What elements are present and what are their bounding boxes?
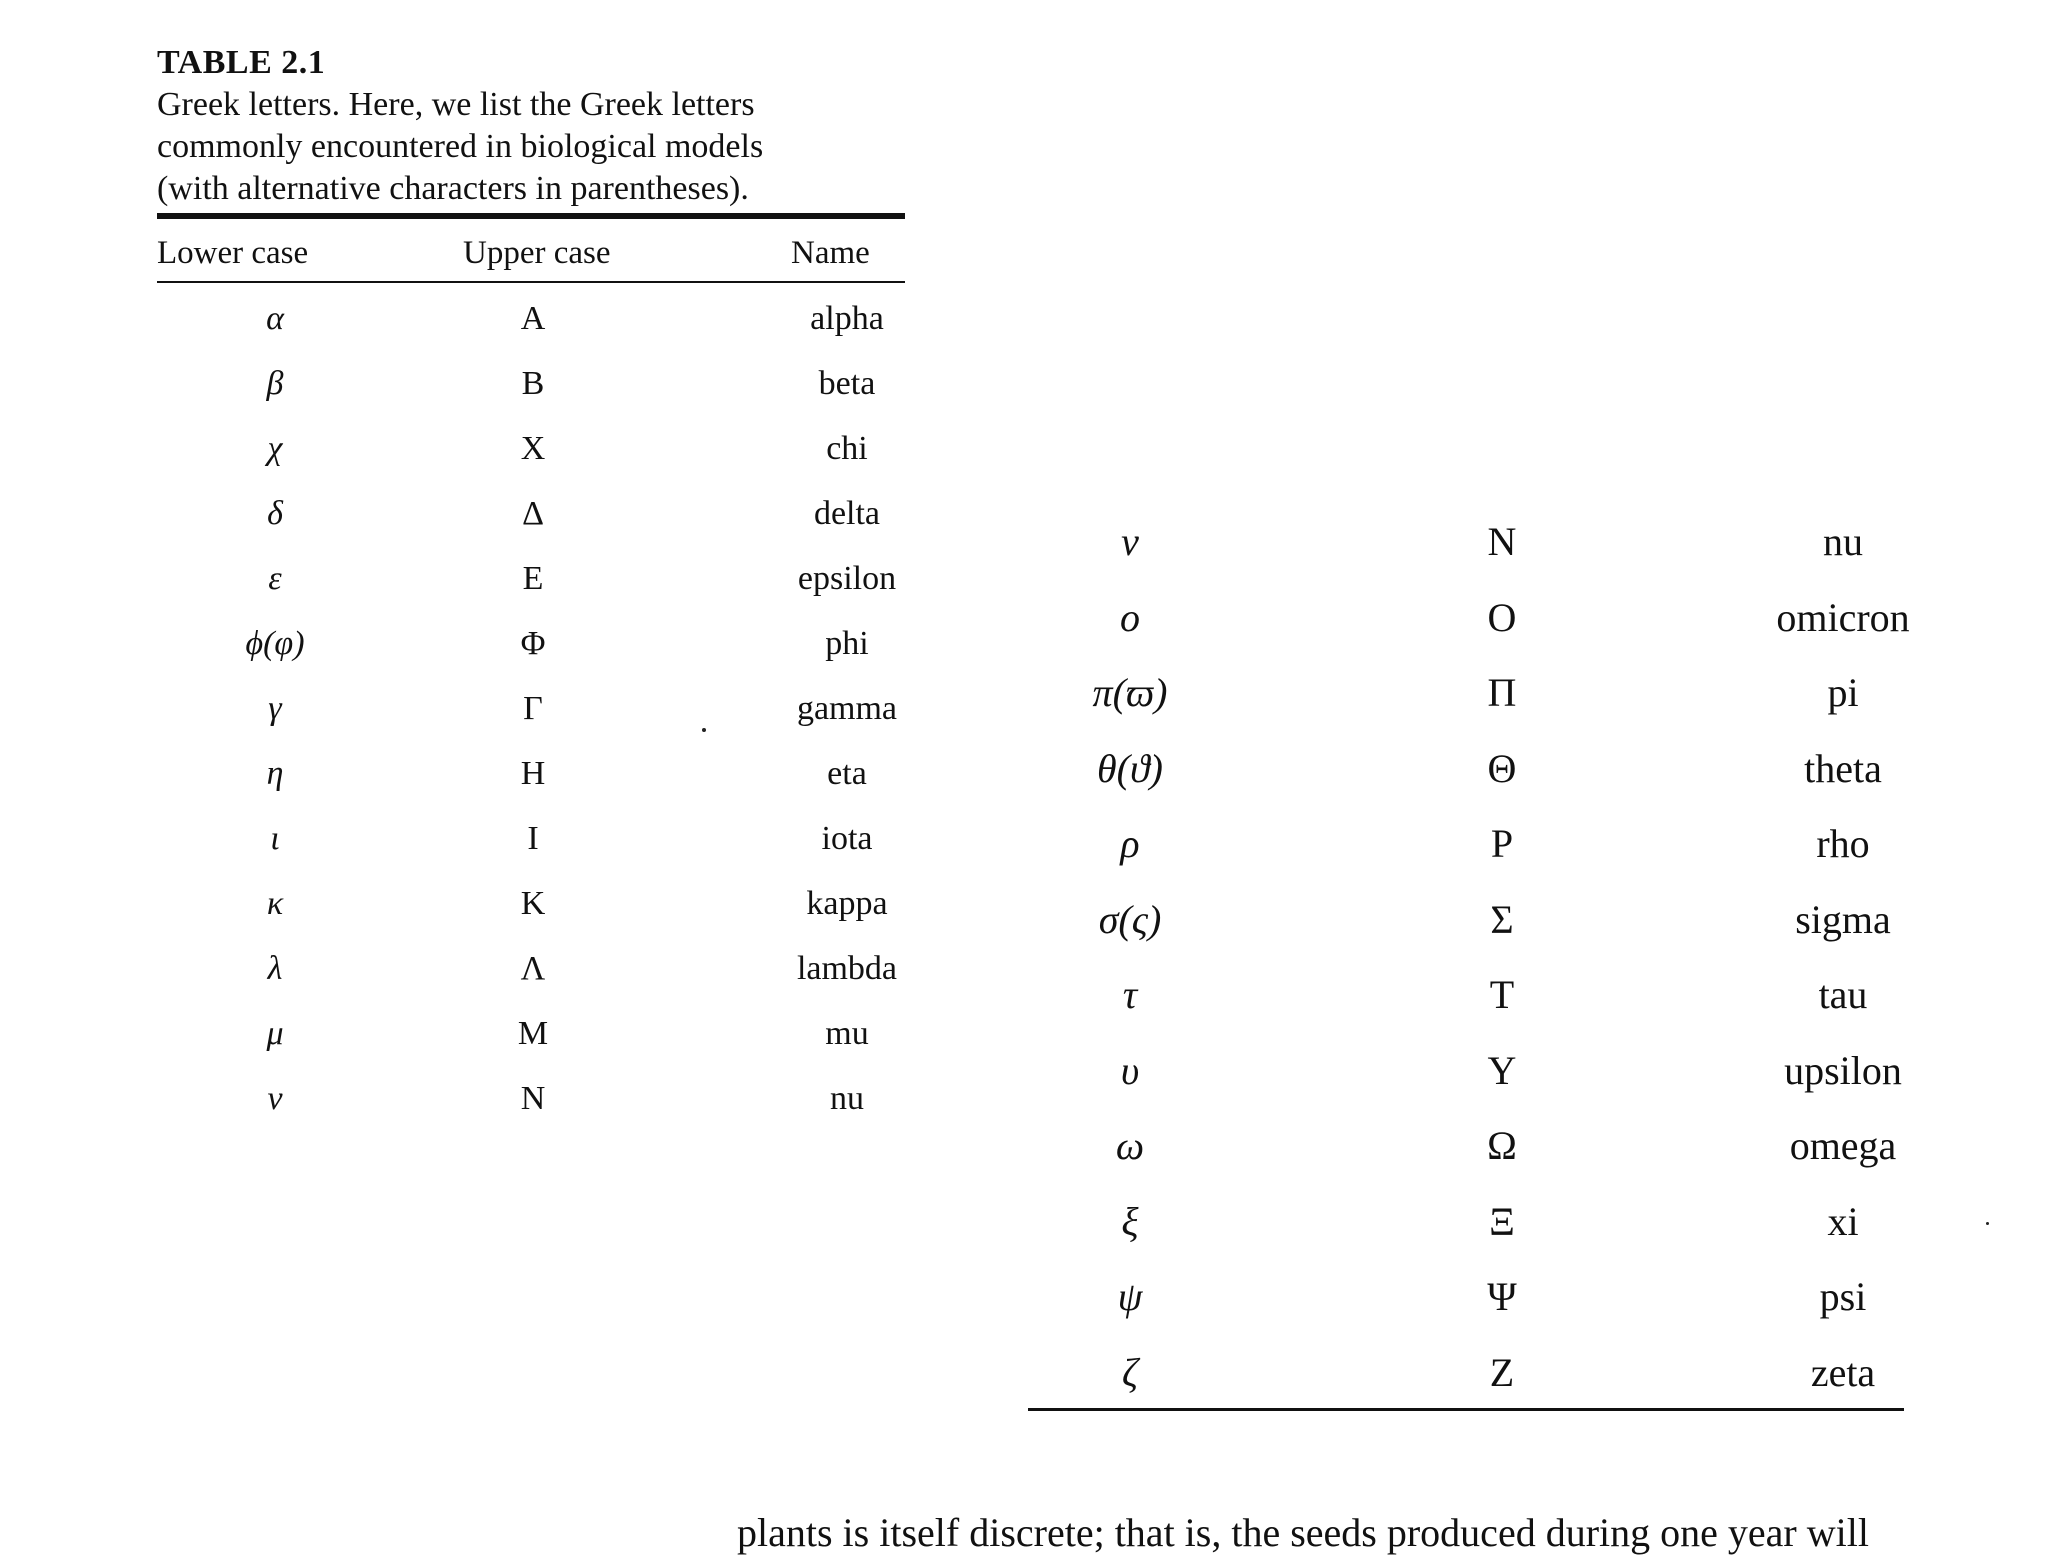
- cell-upper: Ξ: [1489, 1198, 1515, 1244]
- cell-name: iota: [821, 820, 873, 857]
- cell-upper: B: [521, 365, 545, 402]
- cell-name: tau: [1818, 972, 1868, 1017]
- caption-line: (with alternative characters in parentheses).: [157, 170, 749, 207]
- table-right-block: [1028, 512, 1910, 1418]
- table-row: [1028, 1116, 1904, 1192]
- cell-upper: N: [520, 1080, 546, 1117]
- cell-upper: P: [1490, 821, 1514, 866]
- cell-upper: N: [1487, 519, 1517, 564]
- body-text: plants is itself discrete; that is, the seeds produced during one year will: [737, 1510, 1869, 1555]
- table-label: TABLE 2.1: [157, 44, 326, 81]
- cell-name: rho: [1816, 821, 1870, 866]
- table-row: [157, 423, 905, 488]
- header-lower-case: Lower case: [157, 235, 309, 271]
- cell-lower: κ: [266, 885, 284, 922]
- table-row: [157, 618, 905, 683]
- cell-upper: Ω: [1487, 1123, 1517, 1168]
- table-row: [157, 293, 905, 358]
- cell-lower: ρ: [1120, 821, 1140, 866]
- cell-upper: Θ: [1487, 745, 1517, 791]
- cell-lower: μ: [266, 1015, 284, 1052]
- cell-upper: Φ: [520, 625, 546, 662]
- caption-line: Greek letters. Here, we list the Greek letters: [157, 86, 755, 123]
- cell-name: nu: [1823, 519, 1863, 564]
- table-row: [1028, 1041, 1904, 1117]
- cell-upper: Ψ: [1487, 1274, 1517, 1319]
- table-left-block: [157, 293, 905, 1138]
- table-row: [157, 553, 905, 618]
- cell-upper: Π: [1487, 670, 1517, 715]
- table-row: [1028, 1343, 1904, 1419]
- cell-lower: λ: [267, 950, 283, 987]
- header-rule: [157, 281, 905, 283]
- cell-name: lambda: [796, 950, 898, 987]
- cell-lower: υ: [1120, 1047, 1140, 1093]
- cell-upper: Γ: [523, 690, 543, 727]
- cell-upper: M: [517, 1015, 549, 1052]
- cell-upper: Y: [1487, 1047, 1517, 1093]
- cell-name: pi: [1827, 670, 1859, 715]
- table-row: [1028, 965, 1904, 1041]
- table-bottom-rule: [1028, 1408, 1904, 1411]
- table-row: [1028, 588, 1910, 664]
- cell-name: upsilon: [1784, 1047, 1902, 1093]
- cell-lower: ω: [1115, 1123, 1145, 1168]
- cell-name: omicron: [1776, 594, 1910, 640]
- cell-lower: θ(ϑ): [1097, 745, 1163, 791]
- table-row: [1028, 814, 1904, 890]
- cell-name: zeta: [1810, 1349, 1876, 1395]
- cell-lower: α: [266, 300, 284, 337]
- cell-lower: ψ: [1117, 1274, 1143, 1319]
- table-row: [157, 1073, 905, 1138]
- cell-lower: ι: [270, 820, 280, 857]
- cell-name: xi: [1827, 1198, 1859, 1244]
- cell-name: theta: [1804, 745, 1882, 791]
- caption-line: commonly encountered in biological models: [157, 128, 764, 165]
- cell-lower: ϕ(φ): [245, 625, 305, 662]
- cell-lower: ζ: [1121, 1349, 1139, 1395]
- cell-name: delta: [813, 495, 881, 532]
- header-upper-case: Upper case: [463, 235, 611, 271]
- cell-lower: η: [266, 755, 284, 792]
- cell-name: omega: [1789, 1123, 1897, 1168]
- cell-name: epsilon: [797, 560, 897, 597]
- table-row: [1028, 890, 1904, 966]
- cell-name: eta: [827, 755, 867, 792]
- cell-upper: Δ: [522, 495, 544, 532]
- cell-name: beta: [818, 365, 876, 402]
- table-top-rule: [157, 213, 905, 219]
- cell-lower: χ: [267, 430, 283, 467]
- table-row: [157, 683, 905, 748]
- table-header: [157, 228, 905, 278]
- cell-name: psi: [1819, 1274, 1867, 1319]
- cell-name: alpha: [810, 300, 884, 337]
- cell-lower: o: [1120, 594, 1140, 640]
- cell-lower: τ: [1122, 972, 1138, 1017]
- cell-upper: Z: [1489, 1349, 1515, 1395]
- cell-lower: γ: [268, 690, 282, 727]
- cell-upper: X: [520, 430, 546, 467]
- table-row: [157, 358, 905, 423]
- table-row: [157, 1008, 905, 1073]
- cell-upper: I: [527, 820, 539, 857]
- cell-lower: ξ: [1121, 1198, 1139, 1244]
- cell-lower: β: [266, 365, 284, 402]
- table-caption: [157, 42, 917, 210]
- table-row: [1028, 512, 1904, 588]
- table-row: [1028, 1192, 1904, 1268]
- cell-lower: ε: [268, 560, 282, 597]
- cell-upper: O: [1487, 594, 1517, 640]
- cell-name: gamma: [796, 690, 898, 727]
- cell-name: chi: [826, 430, 868, 467]
- table-row: [1028, 663, 1904, 739]
- header-name: Name: [791, 235, 870, 271]
- table-row: [157, 748, 905, 813]
- cell-upper: Σ: [1490, 896, 1514, 942]
- cell-upper: T: [1489, 972, 1515, 1017]
- cell-name: phi: [825, 625, 869, 662]
- cell-name: mu: [825, 1015, 869, 1052]
- table-row: [157, 878, 905, 943]
- cell-lower: ν: [1121, 519, 1139, 564]
- cell-upper: K: [520, 885, 546, 922]
- cell-lower: ν: [267, 1080, 283, 1117]
- table-row: [1028, 1267, 1904, 1343]
- table-row: [1028, 739, 1904, 815]
- cell-lower: π(ϖ): [1092, 670, 1168, 715]
- cell-upper: H: [520, 755, 546, 792]
- table-row: [157, 488, 905, 553]
- scan-speck: [1986, 1222, 1989, 1225]
- caption-text: [157, 84, 917, 210]
- table-row: [157, 943, 905, 1008]
- cell-lower: δ: [267, 495, 283, 532]
- scan-speck: [702, 728, 706, 732]
- cell-name: kappa: [806, 885, 888, 922]
- cell-name: sigma: [1795, 896, 1891, 942]
- cell-upper: Λ: [520, 950, 546, 987]
- cell-name: nu: [830, 1080, 864, 1117]
- cell-upper: A: [520, 300, 546, 337]
- table-row: [157, 813, 905, 878]
- cell-upper: E: [522, 560, 544, 597]
- cell-lower: σ(ς): [1098, 896, 1162, 942]
